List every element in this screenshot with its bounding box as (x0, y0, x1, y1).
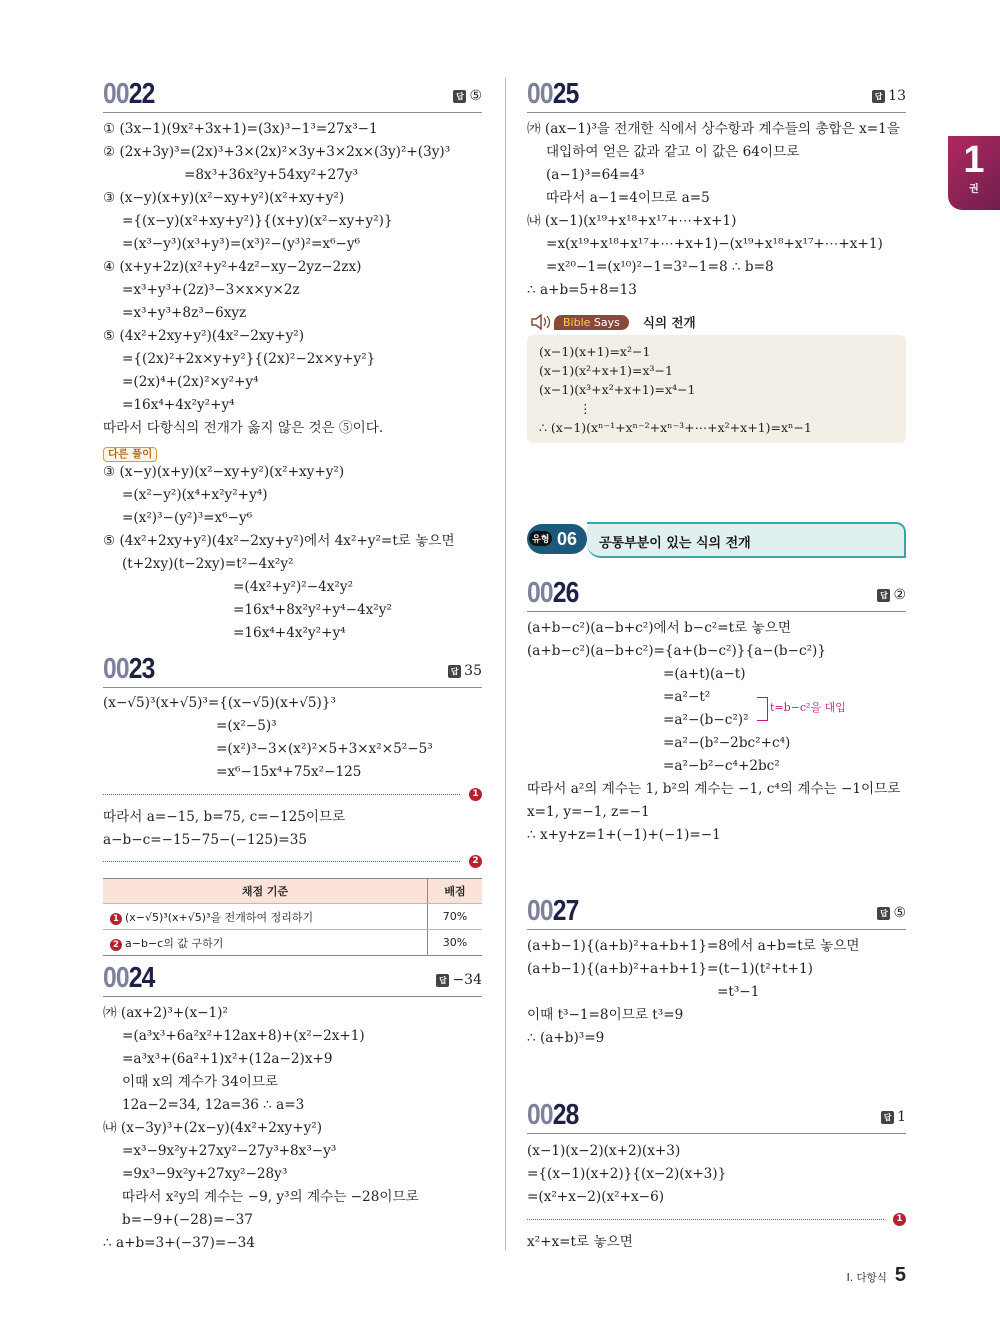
type-number: 06 (557, 529, 578, 549)
solution-0023-step1 (103, 692, 433, 784)
criterion-text: (x−√5)³(x+√5)³을 전개하여 정리하기 (125, 910, 314, 924)
solution-line: x²+x=t로 놓으면 (527, 1234, 633, 1250)
solution-line: 따라서 다항식의 전개가 옳지 않은 것은 ⑤이다. (103, 420, 384, 436)
solution-line: ③ (x−y)(x+y)(x²−xy+y²)(x²+xy+y²) (103, 464, 345, 480)
alt-solution-label (103, 442, 157, 462)
grading-row (103, 904, 482, 930)
solution-line: =(a+t)(a−t) (663, 666, 746, 682)
answer-icon: 답 (436, 974, 449, 987)
solution-line: =a²−b²−c⁴+2bc² (663, 758, 780, 774)
solution-line: ⋮ (579, 401, 592, 416)
type-title: 공통부분이 있는 식의 전개 (599, 536, 751, 551)
number-prefix: 00 (103, 653, 129, 685)
speaker-icon (530, 313, 554, 331)
solution-line: ={(2x)²+2x×y+y²}{(2x)²−2x×y+y²} (122, 351, 376, 367)
solution-line: =(x²)³−(y²)³=x⁶−y⁶ (122, 510, 253, 526)
step-separator-2 (103, 855, 482, 867)
solution-line: =x²⁰−1=(x¹⁰)²−1=3²−1=8 ∴ b=8 (546, 259, 774, 275)
substitution-bracket (757, 697, 768, 721)
problem-heading-0022 (103, 78, 482, 113)
criterion-header: 채점 기준 (103, 879, 428, 904)
solution-line: =a²−t² (663, 689, 711, 705)
solution-0024 (103, 1002, 419, 1255)
problem-heading-0023 (103, 653, 482, 688)
chapter-label: I. 다항식 (846, 1272, 887, 1284)
solution-line: =x(x¹⁹+x¹⁸+x¹⁷+⋯+x+1)−(x¹⁹+x¹⁸+x¹⁷+⋯+x+1) (546, 236, 883, 252)
problem-number (103, 78, 154, 111)
solution-0027 (527, 935, 860, 1050)
solution-line: (x−1)(x+1)=x²−1 (539, 344, 651, 359)
solution-line: ㈎ (ax−1)³을 전개한 식에서 상수항과 계수들의 총합은 x=1을 (527, 121, 900, 137)
answer-value: ⑤ (469, 88, 482, 104)
solution-line: =a³x³+(6a²+1)x²+(12a−2)x+9 (122, 1051, 333, 1067)
solution-line: =t³−1 (717, 984, 760, 1000)
solution-line: 따라서 x²y의 계수는 −9, y³의 계수는 −28이므로 (122, 1189, 419, 1205)
number-suffix: 25 (552, 78, 579, 110)
solution-0028-step2 (527, 1231, 633, 1254)
problem-number (103, 962, 154, 995)
solution-line: =(x²−y²)(x⁴+x²y²+y⁴) (122, 487, 268, 503)
solution-line: ∴ (x−1)(xⁿ⁻¹+xⁿ⁻²+xⁿ⁻³+⋯+x²+x+1)=xⁿ−1 (539, 420, 812, 435)
solution-line: ⑤ (4x²+2xy+y²)(4x²−2xy+y²) (103, 328, 305, 344)
step-marker-2: 2 (469, 855, 482, 868)
step-marker-1: 1 (893, 1213, 906, 1226)
number-suffix: 23 (128, 653, 155, 685)
answer-value: ② (893, 587, 906, 603)
number-prefix: 00 (527, 895, 553, 927)
step-separator-1 (103, 788, 482, 800)
answer (877, 905, 906, 921)
answer-icon: 답 (453, 90, 466, 103)
criterion-cell (103, 930, 428, 956)
step-marker-1: 1 (469, 788, 482, 801)
solution-line: ② (2x+3y)³=(2x)³+3×(2x)²×3y+3×2x×(3y)²+(3y)³ (103, 144, 451, 160)
answer-icon: 답 (448, 665, 461, 678)
problem-heading-0026 (527, 577, 906, 612)
problem-number (527, 78, 578, 111)
answer (877, 587, 906, 603)
bible-says-tag (530, 313, 696, 331)
solution-0025 (527, 118, 900, 302)
solution-line: 12a−2=34, 12a=36 ∴ a=3 (122, 1097, 305, 1113)
solution-line: =a²−(b−c²)² (663, 712, 749, 728)
grading-row (103, 930, 482, 956)
solution-line: ∴ (a+b)³=9 (527, 1030, 605, 1046)
solution-line: (x−1)(x³+x²+x+1)=x⁴−1 (539, 382, 696, 397)
solution-line: =a²−(b²−2bc²+c⁴) (663, 735, 791, 751)
solution-line: =(4x²+y²)²−4x²y² (233, 579, 354, 595)
answer-icon: 답 (872, 90, 885, 103)
solution-line: ∴ a+b=5+8=13 (527, 282, 637, 298)
answer-value: −34 (452, 972, 482, 988)
answer (436, 972, 482, 988)
bible-says-title: 식의 전개 (642, 315, 696, 330)
answer (448, 663, 482, 679)
page-number: 5 (894, 1264, 906, 1286)
number-suffix: 22 (128, 78, 155, 110)
page-footer (847, 1264, 906, 1287)
solution-0026 (527, 617, 900, 847)
solution-line: b=−9+(−28)=−37 (122, 1212, 253, 1228)
solution-line: ㈏ (x−3y)³+(2x−y)(4x²+2xy+y²) (103, 1120, 323, 1136)
score-header: 배점 (428, 879, 483, 904)
solution-line: (a+b−1){(a+b)²+a+b+1}=(t−1)(t²+t+1) (527, 961, 813, 977)
solution-line: =(x²−5)³ (216, 718, 277, 734)
solution-line: ⑤ (4x²+2xy+y²)(4x²−2xy+y²)에서 4x²+y²=t로 놓으면 (103, 533, 455, 549)
problem-number (527, 577, 578, 610)
solution-line: a−b−c=−15−75−(−125)=35 (103, 832, 307, 848)
answer-icon: 답 (881, 1111, 894, 1124)
solution-line: =8x³+36x²y+54xy²+27y³ (184, 167, 358, 183)
solution-line: 이때 t³−1=8이므로 t³=9 (527, 1007, 684, 1023)
answer-value: 1 (897, 1109, 906, 1125)
solution-line: =(x²)³−3×(x²)²×5+3×x²×5²−5³ (216, 741, 433, 757)
type-tag: 유형 (529, 531, 552, 546)
answer (881, 1109, 906, 1125)
type-06-banner (527, 522, 906, 556)
answer-icon: 답 (877, 589, 890, 602)
answer-value: 13 (888, 88, 906, 104)
solution-0022 (103, 118, 450, 440)
score-cell: 70% (428, 904, 483, 930)
number-suffix: 24 (128, 962, 155, 994)
solution-line: =x³+y³+8z³−6xyz (122, 305, 247, 321)
solution-line: =x⁶−15x⁴+75x²−125 (216, 764, 362, 780)
number-prefix: 00 (527, 78, 553, 110)
solution-line: =16x⁴+8x²y²+y⁴−4x²y² (233, 602, 392, 618)
solution-line: (x−1)(x²+x+1)=x³−1 (539, 363, 673, 378)
problem-heading-0028 (527, 1099, 906, 1134)
solution-line: (a+b−1){(a+b)²+a+b+1}=8에서 a+b=t로 놓으면 (527, 938, 860, 954)
type-title-box (587, 522, 906, 558)
criterion-cell (103, 904, 428, 930)
step-marker: 2 (110, 939, 122, 951)
solution-line: ∴ a+b=3+(−37)=−34 (103, 1235, 255, 1251)
solution-line: 대입하여 얻은 값과 같고 이 값은 64이므로 (546, 144, 800, 160)
solution-line: x=1, y=−1, z=−1 (527, 804, 650, 820)
volume-number: 1 (963, 139, 985, 181)
solution-line: =x³+y³+(2z)³−3×x×y×2z (122, 282, 300, 298)
problem-heading-0027 (527, 895, 906, 930)
solution-0028-step1 (527, 1140, 726, 1209)
solution-line: (t+2xy)(t−2xy)=t²−4x²y² (122, 556, 294, 572)
says-word: Says (590, 315, 620, 329)
alt-solution-0022 (103, 461, 455, 645)
problem-number (527, 895, 578, 928)
solution-line: (a+b−c²)(a−b+c²)={a+(b−c²)}{a−(b−c²)} (527, 643, 827, 659)
solution-line: ③ (x−y)(x+y)(x²−xy+y²)(x²+xy+y²) (103, 190, 345, 206)
problem-heading-0025 (527, 78, 906, 113)
solution-0023-step2 (103, 806, 345, 852)
number-prefix: 00 (527, 1099, 553, 1131)
answer (453, 88, 482, 104)
criterion-text: a−b−c의 값 구하기 (125, 936, 224, 950)
problem-number (527, 1099, 578, 1132)
answer-value: 35 (464, 663, 482, 679)
step-marker: 1 (110, 913, 122, 925)
grading-table (103, 878, 482, 956)
volume-label: 권 (969, 184, 979, 195)
solution-line: ㈏ (x−1)(x¹⁹+x¹⁸+x¹⁷+⋯+x+1) (527, 213, 737, 229)
number-suffix: 28 (552, 1099, 579, 1131)
volume-tab[interactable] (948, 136, 1000, 210)
solution-line: ={(x−1)(x+2)}{(x−2)(x+3)} (527, 1166, 727, 1182)
solution-line: ={(x−y)(x²+xy+y²)}{(x+y)(x²−xy+y²)} (122, 213, 393, 229)
problem-heading-0024 (103, 962, 482, 997)
solution-line: (a+b−c²)(a−b+c²)에서 b−c²=t로 놓으면 (527, 620, 791, 636)
grading-header-row (103, 879, 482, 904)
bible-says-lines (539, 342, 812, 437)
solution-line: ① (3x−1)(9x²+3x+1)=(3x)³−1³=27x³−1 (103, 121, 378, 137)
solution-line: (x−1)(x−2)(x+2)(x+3) (527, 1143, 681, 1159)
number-prefix: 00 (103, 962, 129, 994)
solution-line: =16x⁴+4x²y²+y⁴ (122, 397, 235, 413)
solution-line: 따라서 a=−15, b=75, c=−125이므로 (103, 809, 346, 825)
solution-line: 따라서 a²의 계수는 1, b²의 계수는 −1, c⁴의 계수는 −1이므로 (527, 781, 901, 797)
solution-line: ∴ x+y+z=1+(−1)+(−1)=−1 (527, 827, 721, 843)
solution-line: (x−√5)³(x+√5)³={(x−√5)(x+√5)}³ (103, 695, 336, 711)
solution-line: =(a³x³+6a²x²+12ax+8)+(x²−2x+1) (122, 1028, 365, 1044)
bible-word: Bible (563, 315, 591, 329)
solution-line: =9x³−9x²y+27xy²−28y³ (122, 1166, 288, 1182)
number-suffix: 26 (552, 577, 579, 609)
solution-line: 이때 x의 계수가 34이므로 (122, 1074, 279, 1090)
number-prefix: 00 (527, 577, 553, 609)
solution-line: =(2x)⁴+(2x)²×y²+y⁴ (122, 374, 259, 390)
alt-solution-badge: 다른 풀이 (103, 447, 157, 462)
substitution-note: t=b−c²을 대입 (770, 701, 846, 714)
solution-line: =(x²+x−2)(x²+x−6) (527, 1189, 665, 1205)
solution-line: =x³−9x²y+27xy²−27y³+8x³−y³ (122, 1143, 337, 1159)
solution-line: ④ (x+y+2z)(x²+y²+4z²−xy−2yz−2zx) (103, 259, 362, 275)
solution-line: =16x⁴+4x²y²+y⁴ (233, 625, 346, 641)
problem-number (103, 653, 154, 686)
column-divider (505, 78, 506, 1250)
solution-line: ㈎ (ax+2)³+(x−1)² (103, 1005, 228, 1021)
answer-value: ⑤ (893, 905, 906, 921)
answer (872, 88, 906, 104)
number-prefix: 00 (103, 78, 129, 110)
score-cell: 30% (428, 930, 483, 956)
solution-line: =(x³−y³)(x³+y³)=(x³)²−(y³)²=x⁶−y⁶ (122, 236, 361, 252)
solution-line: 따라서 a−1=4이므로 a=5 (546, 190, 710, 206)
step-separator-1 (527, 1213, 906, 1225)
number-suffix: 27 (552, 895, 579, 927)
answer-icon: 답 (877, 907, 890, 920)
bible-says-label (554, 315, 629, 330)
solution-line: (a−1)³=64=4³ (546, 167, 645, 183)
